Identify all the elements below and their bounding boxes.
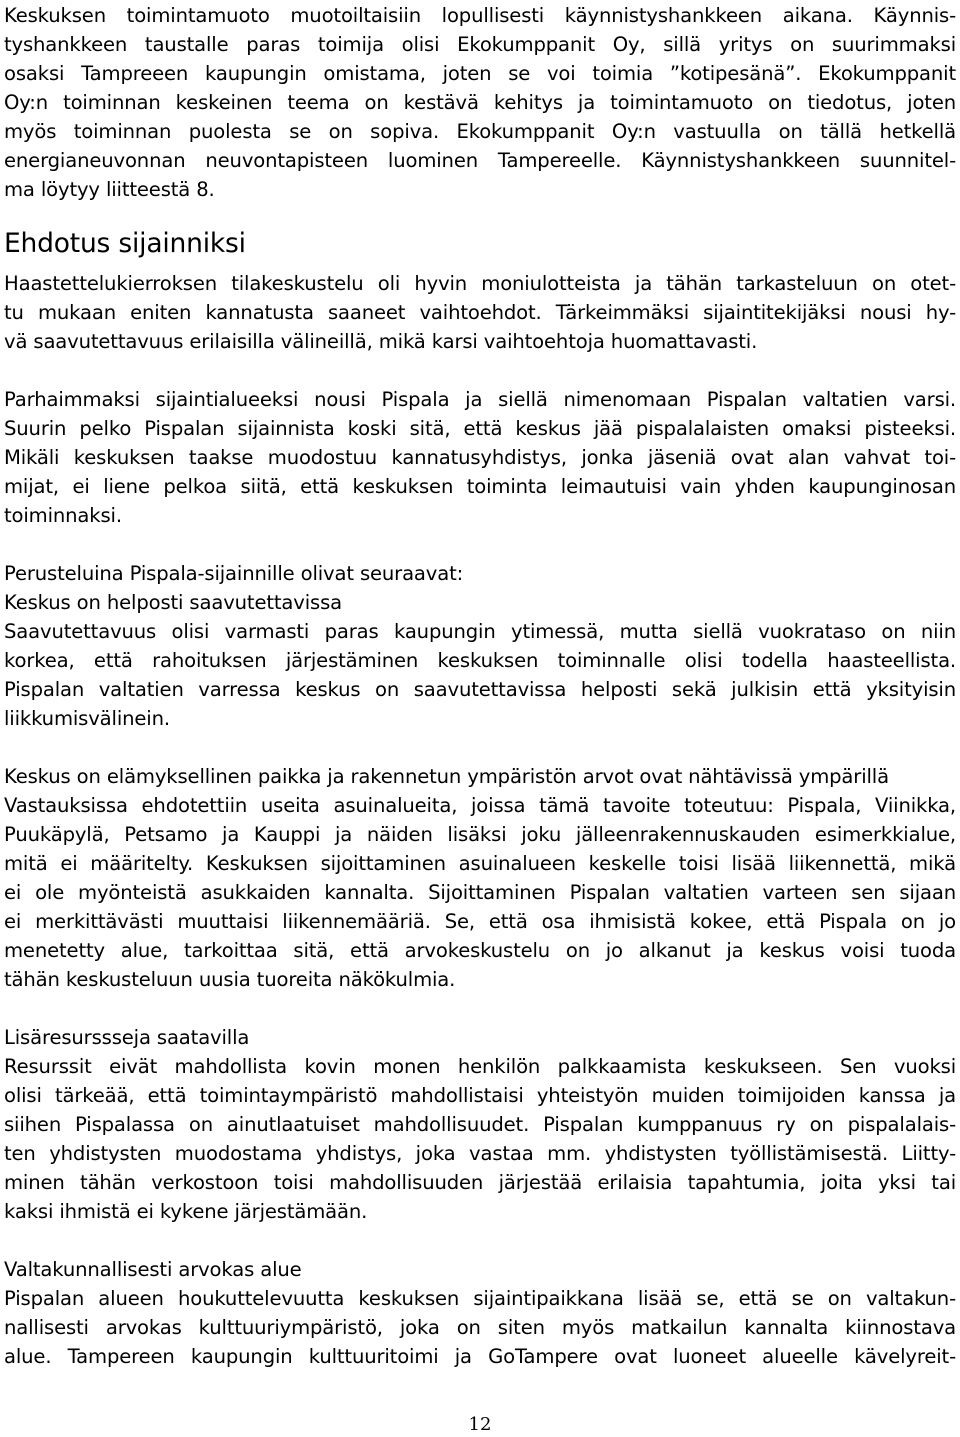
text-line: tyshankkeen taustalle paras toimija olisi Ekokumppanit Oy, sillä yritys on suurimmaksi (4, 33, 956, 56)
text-line: Haastettelukierroksen tilakeskustelu oli hyvin moniulotteista ja tähän tarkasteluun on otet- (4, 272, 956, 295)
text-line: mijat, ei liene pelkoa siitä, että keskuksen toiminta leimautuisi vain yhden kaupunginosan (4, 475, 956, 498)
text-line: kaksi ihmistä ei kykene järjestämään. (4, 1200, 368, 1223)
text-line: ei ole myönteistä asukkaiden kannalta. Sijoittaminen Pispalan valtatien varteen sen sijaan (4, 881, 956, 904)
text-line: Parhaimmaksi sijaintialueeksi nousi Pispala ja siellä nimenomaan Pispalan valtatien varsi. (4, 388, 956, 411)
text-line: Pispalan valtatien varressa keskus on saavutettavissa helposti sekä julkisin että yksityisin (4, 678, 956, 701)
text-line: vä saavutettavuus erilaisilla välineillä, mikä karsi vaihtoehtoja huomattavasti. (4, 330, 758, 353)
text-line: siihen Pispalassa on ainutlaatuiset mahdollisuudet. Pispalan kumppanuus ry on pispalalais- (4, 1113, 956, 1136)
text-line: Mikäli keskuksen taakse muodostuu kannatusyhdistys, jonka jäseniä ovat alan vahvat toi- (4, 446, 956, 469)
text-line: korkea, että rahoituksen järjestäminen keskuksen toiminnalle olisi todella haasteellista. (4, 649, 956, 672)
text-line: liikkumisvälinein. (4, 707, 170, 730)
text-line: ei merkittävästi muuttaisi liikennemääriä. Se, että osa ihmisistä kokee, että Pispala on jo (4, 910, 956, 933)
text-line: Saavutettavuus olisi varmasti paras kaupungin ytimessä, mutta siellä vuokrataso on niin (4, 620, 956, 643)
text-line: ma löytyy liitteestä 8. (4, 178, 215, 201)
text-line: Puukäpylä, Petsamo ja Kauppi ja näiden lisäksi joku jälleenrakennuskauden esimerkkialue, (4, 823, 956, 846)
text-line: minen tähän verkostoon toisi mahdollisuuden järjestää erilaisia tapahtumia, joita yksi tai (4, 1171, 956, 1194)
text-line: ten yhdistysten muodostama yhdistys, joka vastaa mm. yhdistysten työllistämisestä. Liitty- (4, 1142, 956, 1165)
subheading: Keskus on helposti saavutettavissa (4, 591, 342, 614)
text-line: Suurin pelko Pispalan sijainnista koski sitä, että keskus jää pispalalaisten omaksi pisteeksi. (4, 417, 956, 440)
text-line: tähän keskusteluun uusia tuoreita näkökulmia. (4, 968, 456, 991)
text-line: nallisesti arvokas kulttuuriympäristö, joka on siten myös matkailun kannalta kiinnostava (4, 1316, 956, 1339)
text-line: Resurssit eivät mahdollista kovin monen henkilön palkkaamista keskukseen. Sen vuoksi (4, 1055, 956, 1078)
text-line: olisi tärkeää, että toimintaympäristö mahdollistaisi yhteistyön muiden toimijoiden kanssa ja (4, 1084, 956, 1107)
text-line: Pispalan alueen houkuttelevuutta keskuksen sijaintipaikkana lisää se, että se on valtakun- (4, 1287, 956, 1310)
subheading: Keskus on elämyksellinen paikka ja rakennetun ympäristön arvot ovat nähtävissä ympärillä (4, 765, 889, 788)
text-line: Keskuksen toimintamuoto muotoiltaisiin lopullisesti käynnistyshankkeen aikana. Käynnis- (4, 4, 956, 27)
text-line: osaksi Tampreeen kaupungin omistama, joten se voi toimia ”kotipesänä”. Ekokumppanit (4, 62, 956, 85)
text-line: Perusteluina Pispala-sijainnille olivat seuraavat: (4, 562, 464, 585)
text-line: mitä ei määritelty. Keskuksen sijoittaminen asuinalueen keskelle toisi lisää liikennettä, mikä (4, 852, 956, 875)
text-line: tu mukaan eniten kannatusta saaneet vaihtoehdot. Tärkeimmäksi sijaintitekijäksi nousi hy- (4, 301, 956, 324)
text-line: toiminnaksi. (4, 504, 122, 527)
text-line: energianeuvonnan neuvontapisteen luominen Tampereelle. Käynnistyshankkeen suunnitel- (4, 149, 956, 172)
text-line: alue. Tampereen kaupungin kulttuuritoimi ja GoTampere ovat luoneet alueelle kävelyreit- (4, 1345, 956, 1368)
subheading: Lisäresurssseja saatavilla (4, 1026, 250, 1049)
section-heading: Ehdotus sijainniksi (4, 228, 246, 259)
text-line: Oy:n toiminnan keskeinen teema on kestävä kehitys ja toimintamuoto on tiedotus, joten (4, 91, 956, 114)
text-line: menetetty alue, tarkoittaa sitä, että arvokeskustelu on jo alkanut ja keskus voisi tuoda (4, 939, 956, 962)
subheading: Valtakunnallisesti arvokas alue (4, 1258, 302, 1281)
text-line: myös toiminnan puolesta se on sopiva. Ekokumppanit Oy:n vastuulla on tällä hetkellä (4, 120, 956, 143)
text-line: Vastauksissa ehdotettiin useita asuinalueita, joissa tämä tavoite toteutuu: Pispala, Viinikka, (4, 794, 956, 817)
page-number: 12 (468, 1414, 492, 1435)
